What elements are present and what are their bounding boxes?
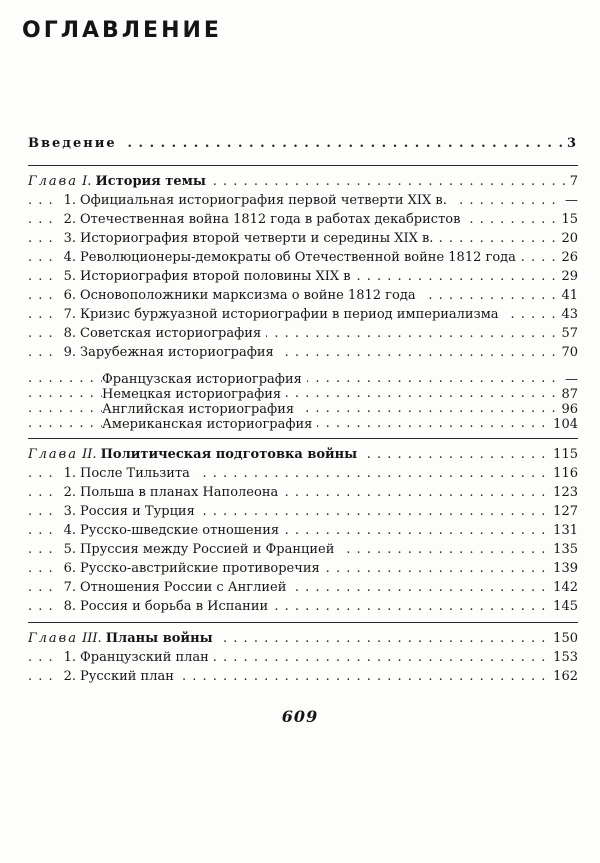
divider <box>28 438 578 439</box>
section-number: 2. <box>63 212 76 227</box>
chapter-title: Политическая подготовка войны <box>100 447 358 462</box>
toc-section[interactable] <box>28 464 578 483</box>
section-page: 57 <box>557 324 578 343</box>
section-number: 2. <box>63 669 76 684</box>
toc-section[interactable] <box>28 648 578 667</box>
section-number: 7. <box>63 580 76 595</box>
section-page: 153 <box>549 648 578 667</box>
section-number: 8. <box>63 326 76 341</box>
section-title: Революционеры-демократы об Отечественной войне 1812 года <box>80 250 516 265</box>
section-page: 15 <box>557 210 578 229</box>
section-title: Польша в планах Наполеона <box>80 485 279 500</box>
section-title: Пруссия между Россией и Францией <box>80 542 335 557</box>
section-title: Советская историография <box>80 326 262 341</box>
section-number: 8. <box>63 599 76 614</box>
chapter-number: III. <box>82 631 102 646</box>
toc-subsection[interactable] <box>28 417 578 432</box>
toc-section[interactable] <box>28 286 578 305</box>
toc-subsection[interactable] <box>28 387 578 402</box>
section-title: Россия и борьба в Испании <box>80 599 269 614</box>
section-page: 162 <box>549 667 578 686</box>
section-title: Россия и Турция <box>80 504 195 519</box>
divider <box>28 622 578 623</box>
section-page: 70 <box>557 343 578 362</box>
section-title: Зарубежная историография <box>80 345 274 360</box>
subsection-title: Французская историография <box>102 372 307 387</box>
section-number: 4. <box>63 523 76 538</box>
chapter-heading[interactable] <box>28 172 578 191</box>
section-title: Русский план <box>80 669 174 684</box>
toc-subsection[interactable] <box>28 372 578 387</box>
toc-section[interactable] <box>28 191 578 210</box>
chapter-heading[interactable] <box>28 445 578 464</box>
chapter-page: 150 <box>549 629 578 648</box>
toc-section[interactable] <box>28 578 578 597</box>
chapter-1 <box>28 172 578 432</box>
table-of-contents <box>28 134 578 692</box>
section-title: Кризис буржуазной историографии в период империализма <box>80 307 499 322</box>
section-title: Историография второй половины XIX в <box>80 269 351 284</box>
toc-subsection[interactable] <box>28 402 578 417</box>
section-number: 1. <box>63 466 76 481</box>
section-number: 6. <box>63 288 76 303</box>
subsection-group <box>28 372 578 432</box>
chapter-word: Глава <box>28 447 78 462</box>
chapter-page: 115 <box>549 445 578 464</box>
section-title: Русско-австрийские противоречия <box>80 561 320 576</box>
subsection-page: — <box>561 372 578 387</box>
divider <box>28 165 578 166</box>
chapter-number: II. <box>82 447 97 462</box>
section-number: 7. <box>63 307 76 322</box>
chapter-2 <box>28 445 578 616</box>
toc-section[interactable] <box>28 483 578 502</box>
section-number: 6. <box>63 561 76 576</box>
section-page: 43 <box>557 305 578 324</box>
toc-section[interactable] <box>28 267 578 286</box>
entry-page: 3 <box>563 134 578 153</box>
subsection-page: 87 <box>557 387 578 402</box>
chapter-heading[interactable] <box>28 629 578 648</box>
section-page: 123 <box>549 483 578 502</box>
section-page: 145 <box>549 597 578 616</box>
section-number: 9. <box>63 345 76 360</box>
section-page: 131 <box>549 521 578 540</box>
chapter-word: Глава <box>28 174 78 189</box>
chapter-3 <box>28 629 578 686</box>
page-title: ОГЛАВЛЕНИЕ <box>22 18 222 43</box>
toc-section[interactable] <box>28 324 578 343</box>
toc-section[interactable] <box>28 597 578 616</box>
section-number: 3. <box>63 231 76 246</box>
section-number: 4. <box>63 250 76 265</box>
chapter-number: I. <box>82 174 92 189</box>
section-number: 5. <box>63 269 76 284</box>
section-page: 142 <box>549 578 578 597</box>
section-title: Русско-шведские отношения <box>80 523 280 538</box>
section-title: После Тильзита <box>80 466 190 481</box>
chapter-word: Глава <box>28 631 78 646</box>
section-title: Французский план <box>80 650 209 665</box>
section-page: 116 <box>549 464 578 483</box>
section-page: 26 <box>557 248 578 267</box>
entry-label: Введение <box>28 136 122 151</box>
section-page: 41 <box>557 286 578 305</box>
chapter-page: 7 <box>566 172 578 191</box>
toc-section[interactable] <box>28 210 578 229</box>
section-title: Официальная историография первой четверти XIX в. <box>80 193 447 208</box>
subsection-title: Американская историография <box>102 417 317 432</box>
subsection-page: 104 <box>549 417 578 432</box>
toc-section[interactable] <box>28 540 578 559</box>
chapter-title: Планы войны <box>105 631 213 646</box>
subsection-title: Английская историография <box>102 402 299 417</box>
section-number: 2. <box>63 485 76 500</box>
toc-section[interactable] <box>28 502 578 521</box>
toc-section[interactable] <box>28 248 578 267</box>
toc-section[interactable] <box>28 229 578 248</box>
toc-section[interactable] <box>28 305 578 324</box>
section-page: — <box>561 191 578 210</box>
toc-section[interactable] <box>28 343 578 362</box>
subsection-page: 96 <box>557 402 578 417</box>
toc-section[interactable] <box>28 559 578 578</box>
section-number: 3. <box>63 504 76 519</box>
page-number: 609 <box>281 707 319 726</box>
section-number: 1. <box>63 650 76 665</box>
subsection-title: Немецкая историография <box>102 387 286 402</box>
section-number: 1. <box>63 193 76 208</box>
section-page: 29 <box>557 267 578 286</box>
section-page: 127 <box>549 502 578 521</box>
chapter-title: История темы <box>95 174 206 189</box>
toc-section[interactable] <box>28 521 578 540</box>
toc-section[interactable] <box>28 667 578 686</box>
section-number: 5. <box>63 542 76 557</box>
section-page: 20 <box>557 229 578 248</box>
section-title: Историография второй четверти и середины XIX в. <box>80 231 434 246</box>
section-page: 135 <box>549 540 578 559</box>
toc-entry-introduction[interactable] <box>28 134 578 153</box>
section-title: Основоположники марксизма о войне 1812 года <box>80 288 416 303</box>
section-title: Отечественная война 1812 года в работах декабристов <box>80 212 461 227</box>
section-title: Отношения России с Англией <box>80 580 287 595</box>
section-page: 139 <box>549 559 578 578</box>
